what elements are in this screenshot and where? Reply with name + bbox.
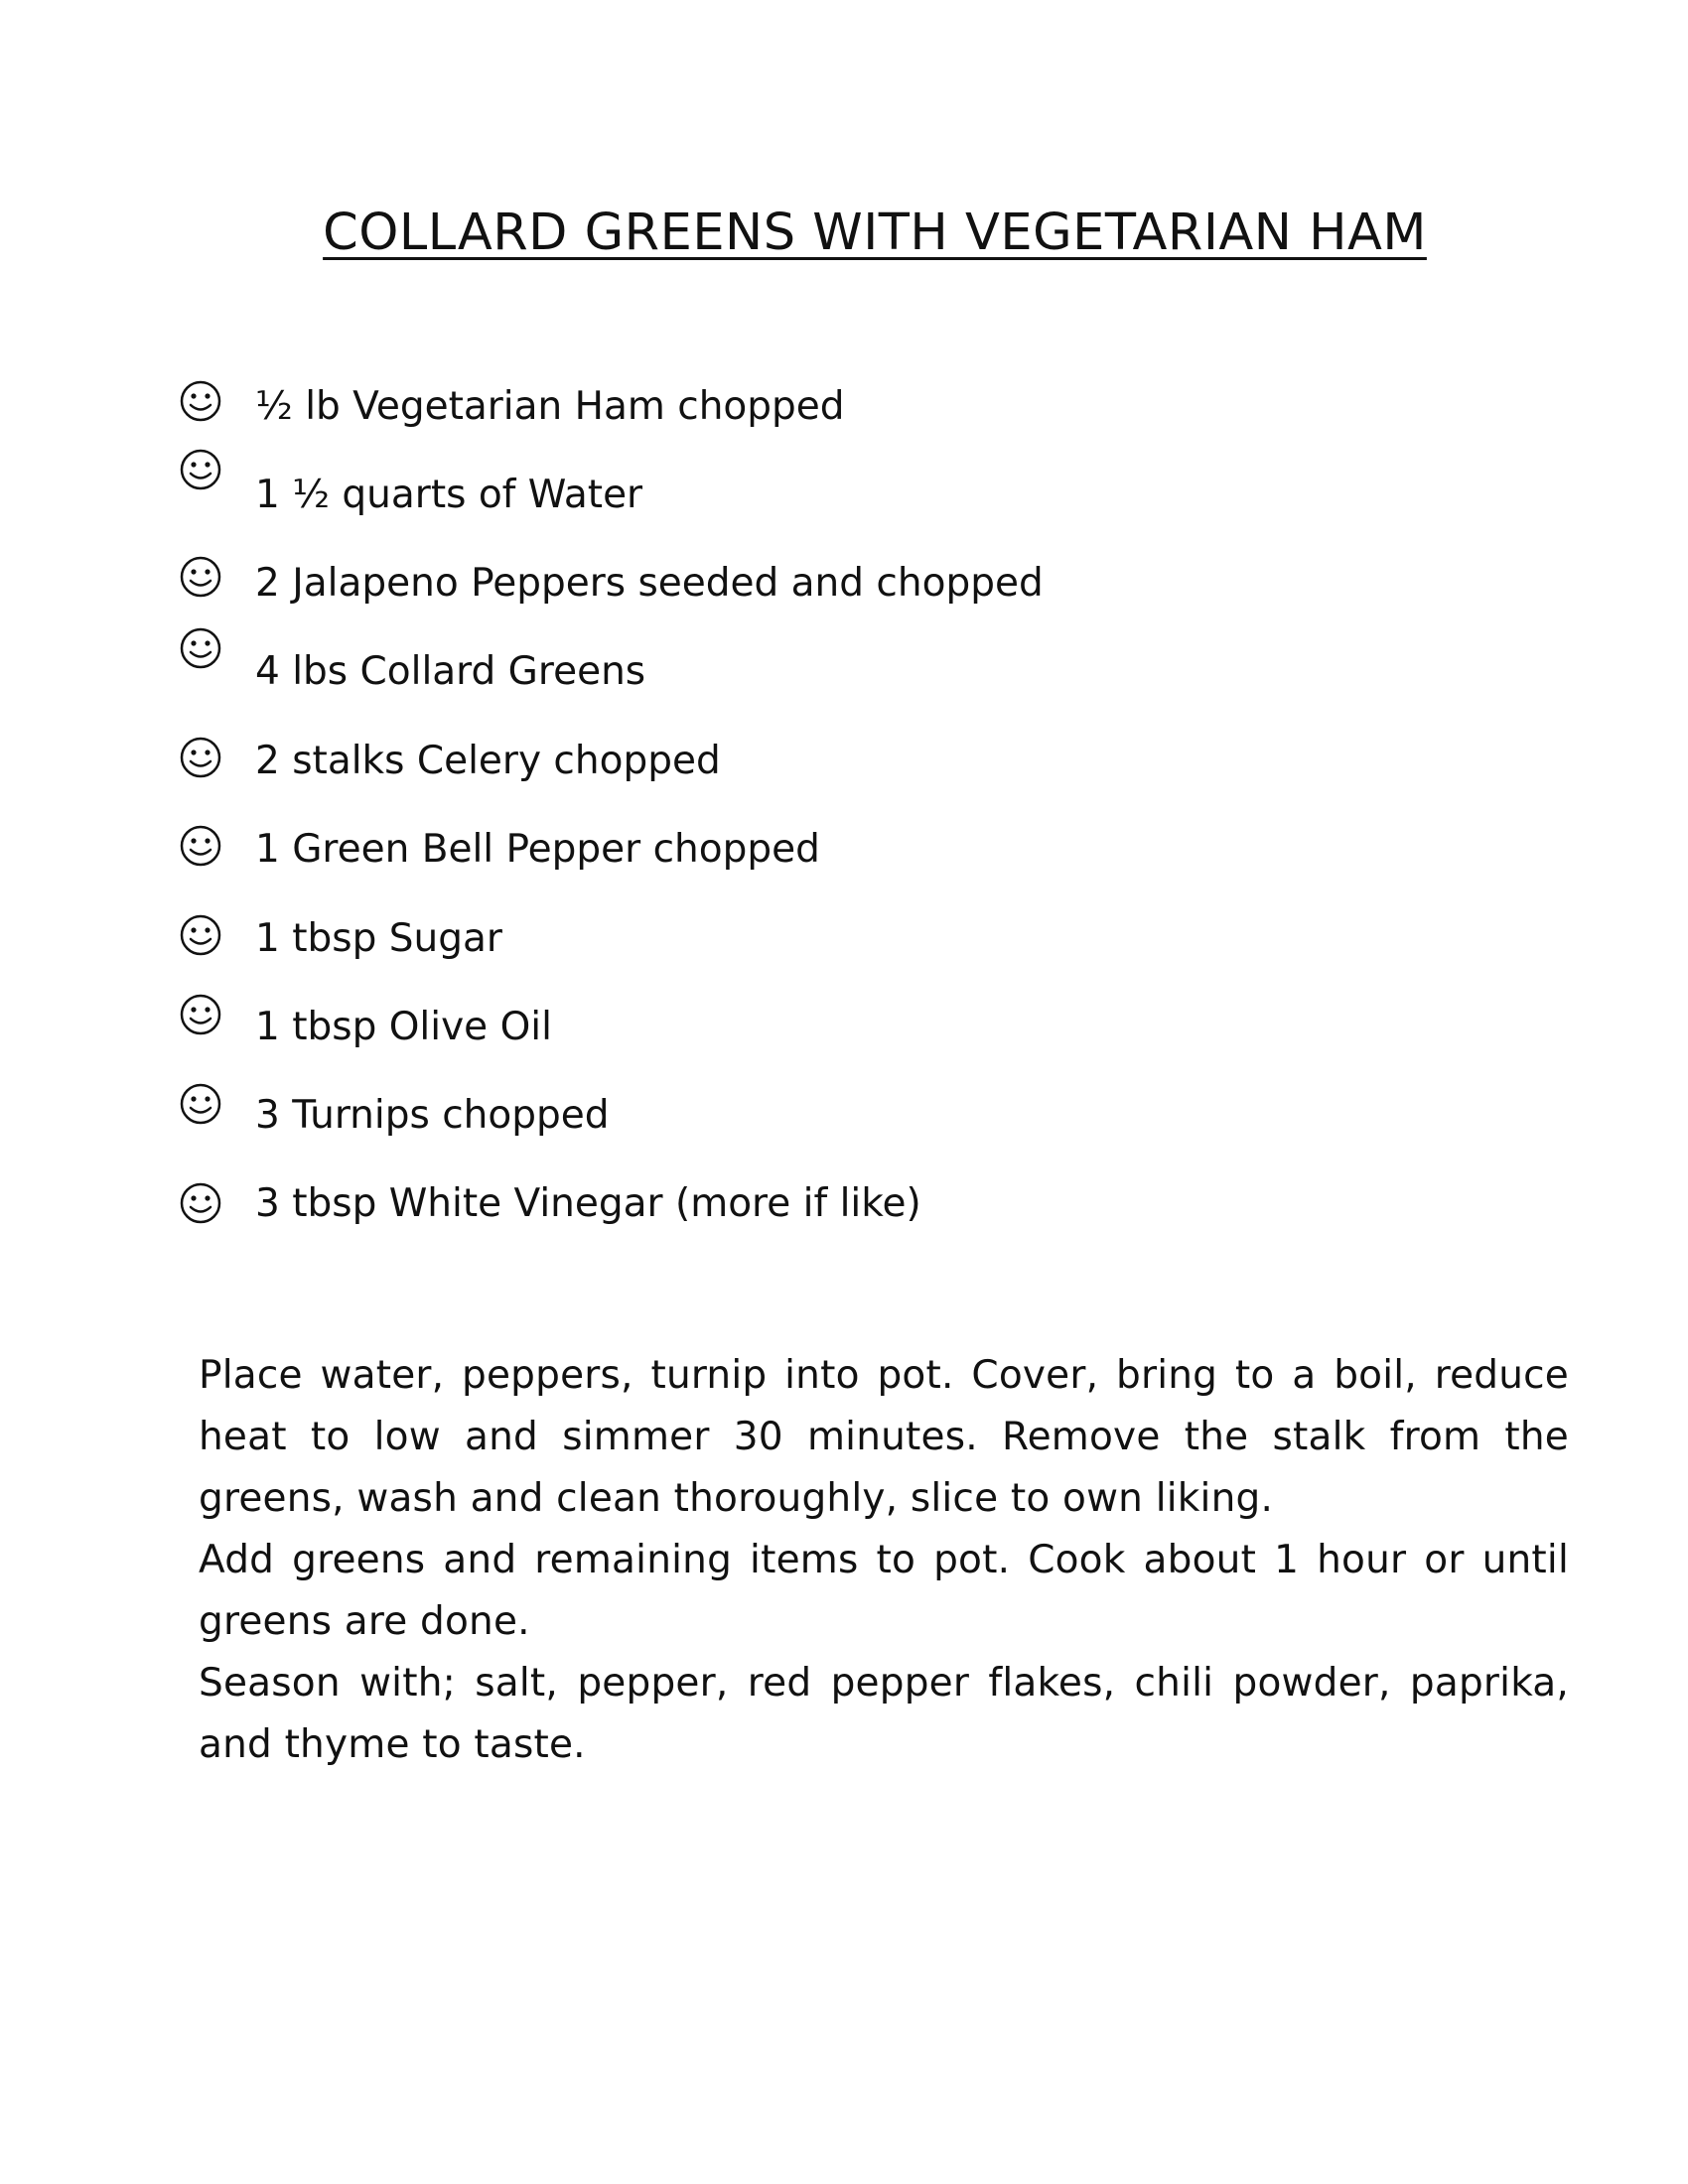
instruction-paragraph: Place water, peppers, turnip into pot. Cover, bring to a boil, reduce heat to low and simmer 30 minutes. Remove the stalk from the greens, wash and clean thoroughly, slice to own liking. xyxy=(199,1353,1569,1521)
ingredient-text: 1 ½ quarts of Water xyxy=(255,473,643,517)
instruction-paragraph: Add greens and remaining items to pot. Cook about 1 hour or until greens are done. xyxy=(199,1538,1569,1644)
smiley-face-icon xyxy=(179,993,222,1036)
ingredient-text: 1 Green Bell Pepper chopped xyxy=(255,827,820,872)
smiley-face-icon xyxy=(179,1082,222,1126)
ingredient-text: 2 stalks Celery chopped xyxy=(255,739,721,783)
smiley-face-icon xyxy=(179,555,222,599)
smiley-face-icon xyxy=(179,379,222,423)
ingredient-text: 1 tbsp Olive Oil xyxy=(255,1005,552,1049)
smiley-face-icon xyxy=(179,1181,222,1225)
recipe-title: COLLARD GREENS WITH VEGETARIAN HAM xyxy=(323,204,1427,262)
ingredient-text: 2 Jalapeno Peppers seeded and chopped xyxy=(255,561,1044,606)
smiley-face-icon xyxy=(179,448,222,491)
smiley-face-icon xyxy=(179,913,222,957)
instruction-paragraph: Season with; salt, pepper, red pepper flakes, chili powder, paprika, and thyme to taste. xyxy=(199,1661,1569,1767)
instructions xyxy=(199,1345,1569,1776)
smiley-face-icon xyxy=(179,824,222,868)
ingredient-text: 4 lbs Collard Greens xyxy=(255,649,646,694)
ingredient-text: 3 tbsp White Vinegar (more if like) xyxy=(255,1181,921,1226)
ingredient-text: 3 Turnips chopped xyxy=(255,1093,610,1138)
smiley-face-icon xyxy=(179,736,222,779)
smiley-face-icon xyxy=(179,626,222,670)
ingredient-text: 1 tbsp Sugar xyxy=(255,916,502,961)
ingredient-text: ½ lb Vegetarian Ham chopped xyxy=(255,384,845,429)
